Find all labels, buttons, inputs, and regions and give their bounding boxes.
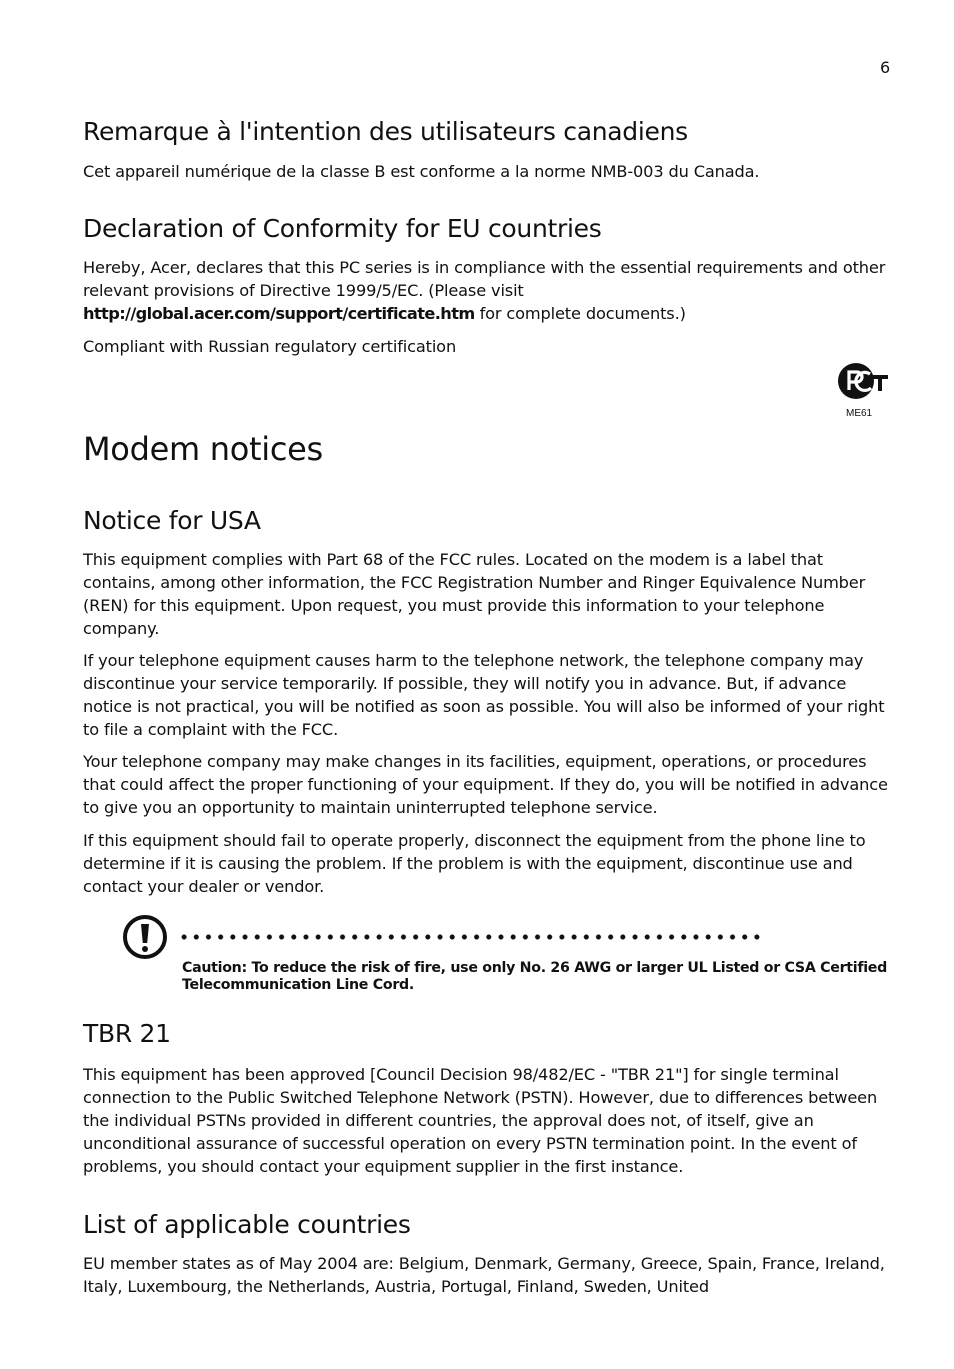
caution-divider — [178, 934, 764, 940]
modem-notices-title: Modem notices — [83, 430, 323, 468]
eu-text-before-link: Hereby, Acer, declares that this PC series is in compliance with the essential requirements and other relevant provisions of Directive 1999/5/EC. (Please visit — [83, 258, 886, 300]
usa-heading: Notice for USA — [83, 506, 261, 535]
countries-text: EU member states as of May 2004 are: Belgium, Denmark, Germany, Greece, Spain, France, Ireland, Italy, Luxembourg, the Netherlands, Austria, Portugal, Finland, Sweden, United — [83, 1254, 885, 1296]
page-number: 6 — [880, 58, 891, 77]
usa-paragraph-3: Your telephone company may make changes in its facilities, equipment, operations, or procedures that could affect the proper functioning of your equipment. If they do, you will be notified in advance to give you an opportunity to maintain uninterrupted telephone service. — [83, 752, 888, 817]
usa-paragraph-4: If this equipment should fail to operate properly, disconnect the equipment from the phone line to determine if it is causing the problem. If the problem is with the equipment, discontinue use and contact your dealer or vendor. — [83, 831, 866, 896]
usa-paragraph-2: If your telephone equipment causes harm to the telephone network, the telephone company may discontinue your service temporarily. If possible, they will notify you in advance. But, if advance notice is not practical, you will be notified as soon as possible. You will also be informed of your right to file a complaint with the FCC. — [83, 651, 885, 739]
russia-text: Compliant with Russian regulatory certification — [83, 337, 457, 356]
usa-paragraph-1: This equipment complies with Part 68 of the FCC rules. Located on the modem is a label that contains, among other information, the FCC Registration Number and Ringer Equivalence Number (REN) for this equipment. Upon request, you must provide this information to your telephone company. — [83, 550, 866, 638]
eu-text-after-link: for complete documents.) — [474, 304, 686, 323]
caution-text: Caution: To reduce the risk of fire, use only No. 26 AWG or larger UL Listed or CSA Certified Telecommunication Line Cord. — [182, 960, 887, 993]
canada-text: Cet appareil numérique de la classe B est conforme a la norme NMB-003 du Canada. — [83, 162, 760, 181]
tbr21-text: This equipment has been approved [Council Decision 98/482/EC - "TBR 21"] for single terminal connection to the Public Switched Telephone Network (PSTN). However, due to differences between the individual PSTNs provided in different countries, the approval does not, of itself, give an unconditional assurance of successful operation on every PSTN termination point. In the event of problems, you should contact your equipment supplier in the first instance. — [83, 1065, 878, 1176]
tbr21-heading: TBR 21 — [83, 1019, 171, 1048]
eu-heading: Declaration of Conformity for EU countries — [83, 214, 602, 243]
canada-heading: Remarque à l'intention des utilisateurs canadiens — [83, 117, 688, 146]
caution-exclamation-icon — [122, 914, 170, 962]
countries-heading: List of applicable countries — [83, 1210, 411, 1239]
eu-declaration — [83, 256, 891, 325]
certificate-link[interactable]: http://global.acer.com/support/certificate.htm — [83, 304, 475, 323]
gost-logo-caption: ME61 — [846, 408, 873, 419]
